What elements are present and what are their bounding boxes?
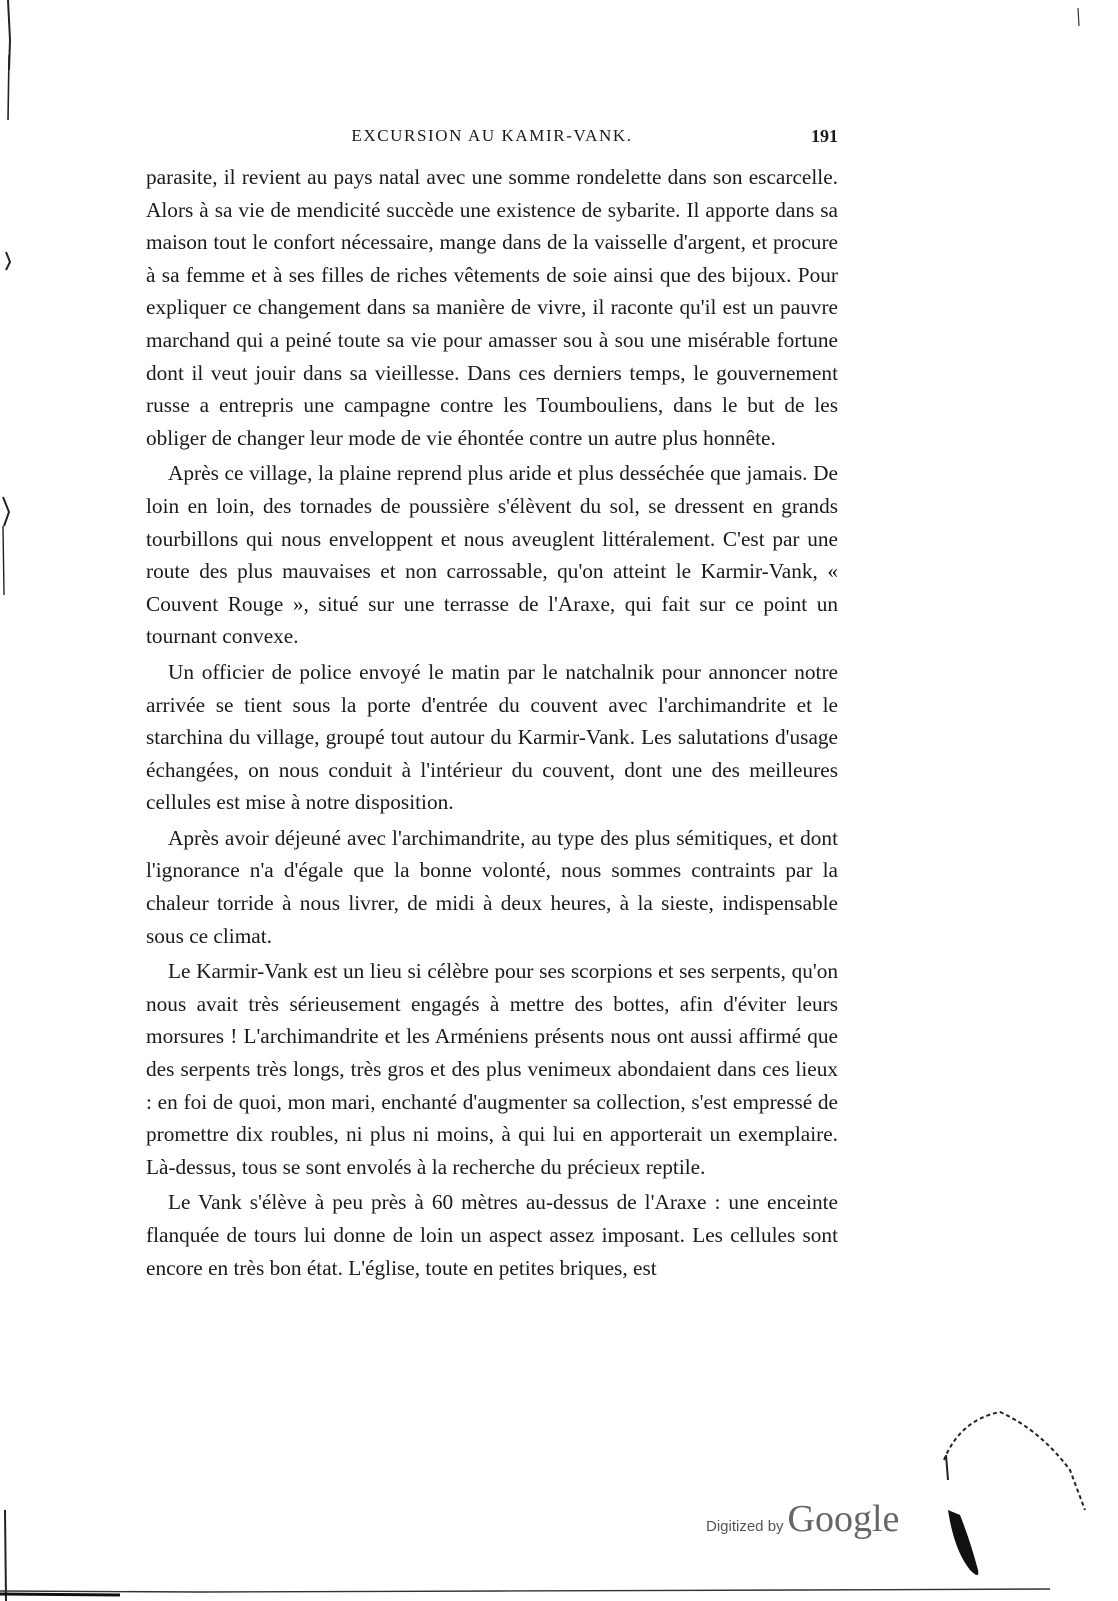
scan-margin-marks-left [0, 0, 40, 1601]
paragraph-3: Un officier de police envoyé le matin par le natchalnik pour annoncer notre arrivée se tient sous la porte d'entrée du couvent avec l'archimandrite et le starchina du village, groupé tout autour du Karmir-Vank. Les salutations d'usage échangées, on nous conduit à l'intérieur du couvent, dont une des meilleures cellules est mise à notre disposition. [146, 659, 838, 815]
running-title: EXCURSION AU KAMIR-VANK. [351, 126, 633, 145]
watermark-brand: Google [787, 1498, 900, 1540]
scan-right-marks [1058, 0, 1118, 1601]
running-head [146, 124, 838, 150]
paragraph-6: Le Vank s'élève à peu près à 60 mètres au-dessus de l'Araxe : une enceinte flanquée de tours lui donne de loin un aspect assez imposant. Les cellules sont encore en très bon état. L'église, toute en petites briques, est [146, 1190, 838, 1280]
body-text [146, 161, 838, 1284]
watermark-prefix: Digitized by [706, 1518, 784, 1535]
torn-corner-mark [940, 1400, 1100, 1600]
paragraph-2: Après ce village, la plaine reprend plus aride et plus desséchée que jamais. De loin en loin, des tornades de poussière s'élèvent du sol, se dressent en grands tourbillons qui nous enveloppent et nous aveuglent littéralement. C'est par une route des plus mauvaises et non carrossable, qu'on atteint le Karmir-Vank, « Couvent Rouge », situé sur une terrasse de l'Araxe, qui fait sur ce point un tournant convexe. [146, 461, 838, 649]
scan-bottom-edge [0, 1571, 1118, 1601]
digitized-watermark [706, 1497, 899, 1541]
page-number: 191 [811, 126, 838, 146]
paragraph-1: parasite, il revient au pays natal avec une somme rondelette dans son escarcelle. Alors à sa vie de mendicité succède une existence de sybarite. Il apporte dans sa maison tout le confort nécessaire, mange dans de la vaisselle d'argent, et procure à sa femme et à ses filles de riches vêtements de soie ainsi que des bijoux. Pour expliquer ce changement dans sa manière de vivre, il raconte qu'il est un pauvre marchand qui a peiné toute sa vie pour amasser sou à sou une misérable fortune dont il veut jouir dans sa vieillesse. Dans ces derniers temps, le gouvernement russe a entrepris une campagne contre les Toumbouliens, dans le but de les obliger de changer leur mode de vie éhontée contre un autre plus honnête. [146, 165, 838, 450]
paragraph-4: Après avoir déjeuné avec l'archimandrite, au type des plus sémitiques, et dont l'ignorance n'a d'égale que la bonne volonté, nous sommes contraints par la chaleur torride à nous livrer, de midi à deux heures, à la sieste, indispensable sous ce climat. [146, 825, 838, 948]
paragraph-5: Le Karmir-Vank est un lieu si célèbre pour ses scorpions et ses serpents, qu'on nous avait très sérieusement engagés à mettre des bottes, afin d'éviter leurs morsures ! L'archimandrite et les Arméniens présents nous ont aussi affirmé que des serpents très longs, très gros et des plus venimeux abondaient dans ces lieux : en foi de quoi, mon mari, enchanté d'augmenter sa collection, s'est empressé de promettre dix roubles, ni plus ni moins, à qui lui en apporterait un exemplaire. Là-dessus, tous se sont envolés à la recherche du précieux reptile. [146, 959, 838, 1179]
